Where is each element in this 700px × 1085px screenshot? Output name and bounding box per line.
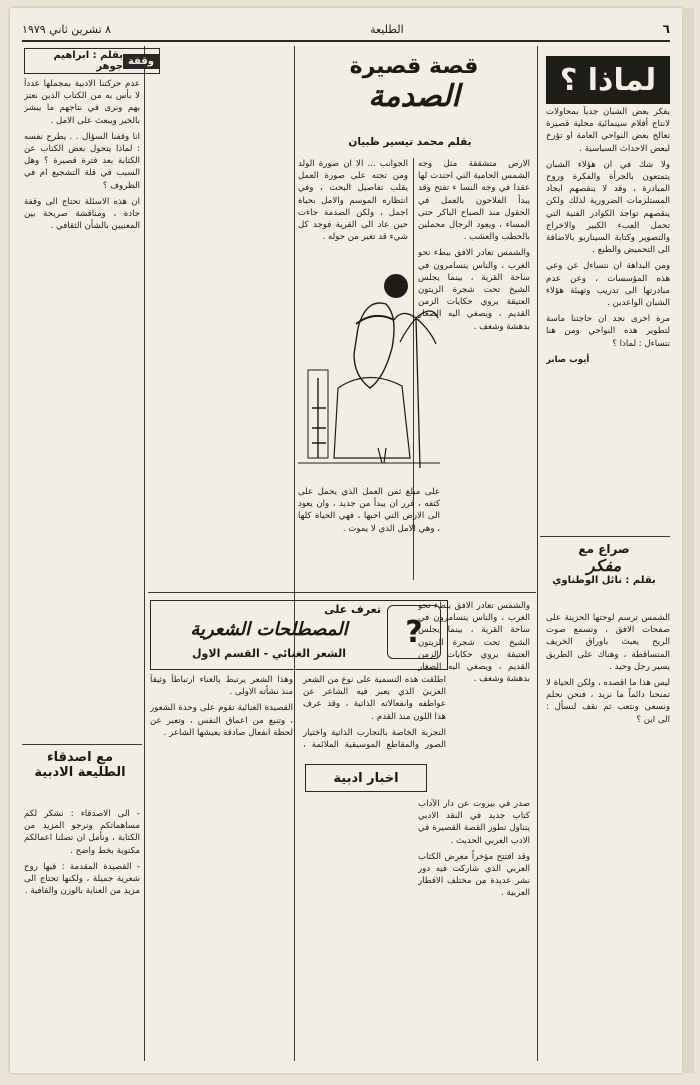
question-icon: ? bbox=[387, 605, 441, 659]
moon-shape bbox=[384, 274, 408, 298]
left-paragraph: ان هذه الاسئلة تحتاج الى وقفة جادة ، ومناقشة صريحة بين المعنيين بالشأن الثقافي . bbox=[24, 196, 140, 232]
newspaper-name: الطليعة bbox=[370, 22, 404, 36]
story-column-3 bbox=[298, 486, 440, 582]
poetry-article bbox=[150, 674, 446, 1060]
sira-kicker: صراع مع bbox=[578, 542, 630, 556]
story-paragraph: الارض متشققة مثل وجه الشمس الحامية التي احتدت لها عقدا في وجه النسا ء تفتح وقد يبدأ الفلاحون بالعمل في الحقول منذ الصباح الباكر حتى المساء ، ويعود الرجال محملين بالحطب والعشب . bbox=[418, 159, 530, 243]
poetry-kicker: تعرف على bbox=[324, 603, 381, 616]
divider bbox=[148, 592, 536, 593]
story-byline: بقلم محمد تيسير ظبيان bbox=[348, 136, 472, 148]
poetry-title: المصطلحات الشعرية bbox=[190, 619, 348, 640]
left-paragraph: انا وقفنا السؤال . . يطرح نفسه : لماذا يتحول بعض الكتاب عن الكتابة بعد فترة قصيرة ؟ وهل السبب في قلة التشجيع ام في الظروف ؟ bbox=[24, 131, 140, 191]
divider bbox=[540, 536, 670, 537]
madha-paragraph: يفكر بعض الشبان جدياً بمحاولات لانتاج أفلام سينمائية محلية قصيرة تعالج بعض النواحي العامة او تؤرخ لبعض الاحداث السياسية . bbox=[546, 107, 670, 154]
newspaper-page bbox=[10, 8, 682, 1073]
madha-title: لماذا ؟ bbox=[559, 62, 657, 98]
friends-paragraph: - القصيدة المقدمة : فيها روح شعرية جميلة ، ولكنها تحتاج الى مزيد من العناية بالوزن والقافية . bbox=[24, 861, 140, 897]
sira-byline: بقلم : نائل الوطناوي bbox=[552, 575, 656, 586]
story-paragraph: الجوانب ... الا ان صورة الولد ومن تحته على صورة العمل يقلب تفاصيل البحث ، وفي انتظاره الموسم والامل بحياة اجمل ، ولكن الصدمة جاءت حين عاد الى القرية فوجد كل شيء قد تغير من حوله . bbox=[298, 159, 408, 243]
poetry-paragraph: التجربة الخاصة بالتجارب الذاتية واختيار الصور والمقاطع الموسيقية الملائمة ، وهذا الشعر يرتبط بالغناء ارتباطاً وثيقاً منذ نشأته الاولى . bbox=[150, 675, 446, 751]
story-paragraph: والشمس تغادر الافق ببطء نحو الغرب ، والناس يتسامرون في ساحة القرية ، بينما يجلس الشيخ تحت شجرة الزيتون العتيقة يروي حكايات الزمن القديم ، ويصغي اليه الصغار بدهشة وشغف . bbox=[418, 248, 530, 332]
page-number: ٦ bbox=[662, 22, 670, 36]
author-box bbox=[24, 48, 160, 74]
sira-title: مفكر bbox=[586, 556, 622, 575]
story-column-2 bbox=[298, 158, 408, 254]
issue-date: ٨ تشرين ثاني ١٩٧٩ bbox=[22, 22, 112, 36]
upper-news-column bbox=[418, 600, 530, 758]
page-header bbox=[22, 18, 670, 42]
page-edge bbox=[684, 8, 694, 1073]
news-title: اخبار ادبية bbox=[333, 770, 399, 786]
friends-heading bbox=[22, 750, 138, 802]
sira-heading bbox=[538, 542, 670, 608]
news-heading bbox=[305, 764, 427, 792]
story-continuation: والشمس تغادر الافق ببطء نحو الغرب ، والناس يتسامرون في ساحة القرية ، بينما يجلس الشيخ تحت شجرة الزيتون العتيقة يروي حكايات الزمن القديم ، ويصغي اليه الصغار بدهشة وشغف . bbox=[418, 601, 530, 685]
madha-paragraph: ومن البداهة ان نتساءل عن وعي هذه المؤسسات ، وعن عدم مبادرتها الى تدريب وتهيئة هؤلاء الشبان الواعدين . bbox=[546, 261, 670, 309]
story-kicker: قصة قصيرة bbox=[349, 54, 479, 79]
author-name: بقلم : ابراهيم جوهر bbox=[53, 50, 123, 72]
news-paragraph: وقد افتتح مؤخراً معرض الكتاب العربي الذي شاركت فيه دور نشر عديدة من مختلف الاقطار العربية . bbox=[418, 851, 530, 899]
story-paragraph: على مبلغ ثمن العمل الذي يحمل على كتفه ، قرر ان يبدأ من جديد ، وان يعود الى الارض التي احبها ، فهي الحياة كلها ، وهي الامل الذي لا يموت . bbox=[298, 487, 440, 534]
sira-paragraph: ليس هذا ما اقصده ، ولكن الحياة لا تمنحنا دائماً ما نريد ، فنحن نحلم ونسعى ونتعب ثم نقف لنسأل : الى اين ؟ bbox=[546, 678, 670, 725]
madha-paragraph: ولا شك في ان هؤلاء الشبان يتمتعون بالجرأة والفكرة وروح المبادرة ، وقد لا ينقصهم ايجاد المستلزمات الضرورية لذلك ولكن ينقصهم تواجد الكوادر الفنية التي تحمل العبء الكبير والاخراج والتصوير وكتابة السيناريو بالاضافة الى التحميض والطبع . bbox=[546, 159, 670, 256]
divider bbox=[22, 744, 142, 745]
sira-article bbox=[546, 612, 670, 1060]
madha-article bbox=[546, 106, 670, 532]
column-badge: وقفة bbox=[123, 54, 159, 69]
story-illustration bbox=[298, 258, 440, 483]
poetry-paragraph: اطلقت هذه التسمية على نوع من الشعر العربي الذي يعبر فيه الشاعر عن عواطفه وانفعالاته الذاتية ، وقد عرف هذا اللون منذ القدم . bbox=[303, 675, 446, 722]
news-paragraph: صدر في بيروت عن دار الآداب كتاب جديد في النقد الادبي يتناول تطور القصة القصيرة في الادب العربي الحديث . bbox=[418, 799, 530, 846]
left-article bbox=[24, 78, 140, 740]
madha-signature: أيوب صابر bbox=[546, 354, 590, 365]
story-heading bbox=[298, 54, 530, 114]
friends-article bbox=[24, 808, 140, 1060]
friends-paragraph: - الى الاصدقاء : نشكر لكم مساهماتكم ونرجو المزيد من الكتابة ، ونأمل ان تصلنا اعمالكم مكتوبة بخط واضح . bbox=[24, 809, 140, 856]
column-divider bbox=[144, 46, 145, 1061]
poetry-heading bbox=[150, 600, 448, 670]
friends-title: مع اصدقاء الطليعة الادبية bbox=[34, 750, 126, 780]
poetry-paragraph: القصيدة الغنائية تقوم على وحدة الشعور ، وتنبع من اعماق النفس ، وتعبر عن لحظة انفعال صادقة يعيشها الشاعر . bbox=[150, 703, 293, 738]
figure-illustration bbox=[298, 258, 440, 483]
madha-paragraph: مرة اخرى نجد ان حاجتنا ماسة لتطوير هذه النواحي ومن هنا نتساءل : لماذا ؟ bbox=[546, 314, 670, 349]
madha-title-box bbox=[546, 56, 670, 104]
poetry-subtitle: الشعر الغنائي - القسم الاول bbox=[192, 647, 346, 660]
news-article bbox=[418, 798, 530, 1060]
column-divider bbox=[537, 46, 538, 1061]
story-title: الصدمة bbox=[368, 79, 460, 114]
sira-paragraph: الشمس ترسم لوحتها الحزينة على صفحات الافق ، وتسمع صوت الريح يعبث باوراق الخريف المتساقطة ، وهناك على الطريق يسير رجل وحيد . bbox=[546, 613, 670, 672]
left-paragraph: عدم حركتنا الادبية بمجملها عدداً لا بأس به من الكتاب الذين نعتز بهم ونرى في نتاجهم ما يبشر بالخير ويبعث على الامل . bbox=[24, 79, 140, 126]
